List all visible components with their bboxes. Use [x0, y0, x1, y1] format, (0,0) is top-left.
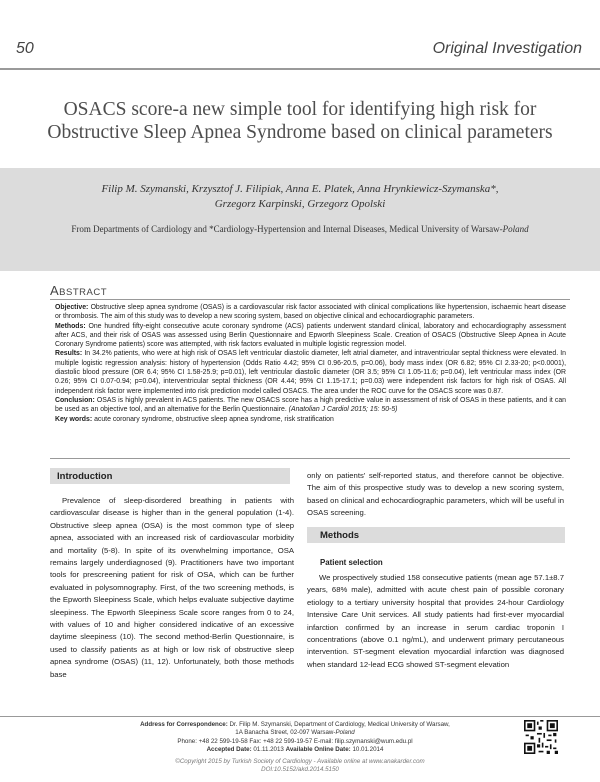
page-number: 50	[16, 40, 34, 57]
section-label: Original Investigation	[432, 40, 582, 57]
online-date: 10.01.2014	[350, 745, 384, 753]
abstract-objective	[55, 303, 566, 322]
objective-text: Obstructive sleep apnea syndrome (OSAS) is a cardiovascular risk factor associated with clinical complications like hypertension, ischaemic heart disease or thrombosis. The aim of this study was to develop a new scoring system, based on objective clinical and echocardiographic parameters.	[55, 304, 566, 321]
article-title: OSACS score-a new simple tool for identifying high risk for Obstructive Sleep Apnea Syndrome based on clinical parameters	[47, 99, 553, 143]
methods-heading: Methods	[320, 530, 360, 541]
right-column-continuation	[307, 470, 564, 520]
affiliation-text: From Departments of Cardiology and *Cardiology-Hypertension and Internal Diseases, Medical University of Warsaw-	[71, 224, 503, 234]
address-country: Poland	[335, 729, 355, 737]
conclusion-label: Conclusion:	[55, 396, 95, 404]
results-text: In 34.2% patients, who were at high risk of OSAS left ventricular diastolic diameter, left atrial diameter, and intraventricular septal thickness were elevated. In multiple logistic regression analysis: history of hypertension (Odds Ratio 4.42; 95% CI 0.96-20.5, p=0.06), body mass index (OR 6.82; 95% CI 2.33-20; p<0.0001), diastolic blood pressure (OR 6.4; 95% CI 1.58-25.9; p=0.01), left ventricular diastolic diameter (OR 3.5; 95% CI 1.05-11.6; p=0.04), left ventricular mass index (OR 0.26; 95% CI 0.07-0.94; p=0.04), interventricular septal thickness (OR 4.44; 95% CI 1.15-17.1; p=0.03) were independent risk factors for high risk of OSAS. All independent risk factor were implemented into risk prediction model called OSACS. The area under the ROC curve for the OSACS score was 0.87.	[55, 350, 566, 395]
citation: (Anatolian J Cardiol 2015; 15: 50-5)	[288, 406, 398, 414]
abstract-conclusion	[55, 396, 566, 415]
correspondence-line	[115, 721, 475, 729]
correspondence-text: Dr. Filip M. Szymanski, Department of Cardiology, Medical University of Warsaw,	[227, 721, 450, 728]
abstract-heading: ABSTRACT	[50, 283, 108, 298]
correspondence-block	[115, 721, 475, 754]
introduction-heading: Introduction	[57, 471, 113, 482]
affiliation	[20, 224, 580, 234]
correspondence-label: Address for Correspondence:	[140, 721, 228, 728]
author-list	[30, 182, 570, 212]
keywords-text: acute coronary syndrome, obstructive sleep apnea syndrome, risk stratification	[92, 415, 334, 423]
abstract-bottom-rule	[50, 458, 570, 459]
abstract-rule	[50, 299, 570, 300]
header-rule	[0, 68, 600, 70]
copyright-block	[90, 758, 510, 775]
abstract-results	[55, 349, 566, 395]
abstract-methods	[55, 322, 566, 350]
methods-text: One hundred fifty-eight consecutive acute coronary syndrome (ACS) patients underwent standard clinical, laboratory and echocardiography assessment after ACS, and their risk of OSAS was assessed using Berlin Questionnaire and Epworth Sleepiness Scale. Creation of OSACS (Obstructive Sleep Apnea in Acute Coronary Syndrome patients) score was attempted, with risk factors evaluated in multiple logistic regression model.	[55, 322, 566, 349]
affiliation-country: Poland	[502, 224, 529, 234]
footer-rule	[0, 716, 600, 717]
author-line-2: Grzegorz Karpinski, Grzegorz Opolski	[214, 198, 386, 210]
introduction-text: Prevalence of sleep-disordered breathing in patients with cardiovascular disease is higher than in the general population (1-4). Obstructive sleep apnea (OSA) is the most common type of sleep apnea, associated with an increased risk of cardiovascular morbidity and mortality (5-8). In spite of its overwhelming importance, OSA remains largely underdiagnosed (9). Practitioners have two important tools for prescreening patient for risk of OSA, which can be further evaluated in polysomnography. First, of the two screening methods, is the Epworth Sleepiness Scale, which helps evaluate subjective daytime sleepiness. The Epworth Sleepiness Scale score ranges from 0 to 24, with values of 10 and higher considered indicative of an excessive daytime sleepiness (10). The second method-Berlin Questionnaire, is used to classify patients as at high or low risk of obstructive sleep apnea syndrome (OSAS) (11, 12). Unfortunately, both those methods base	[50, 496, 294, 679]
objective-label: Objective:	[55, 304, 89, 311]
keywords-label: Key words:	[55, 415, 93, 423]
dates-line	[115, 746, 475, 754]
qr-code-icon[interactable]	[524, 720, 558, 754]
contact-line: Phone: +48 22 599-19-58 Fax: +48 22 599-19-57 E-mail: filip.szymanski@wum.edu.pl	[177, 737, 413, 745]
address-line	[115, 729, 475, 737]
address-text: 1A Banacha Street, 02-097 Warsaw-	[235, 729, 336, 737]
accepted-date: 01.11.2013	[251, 745, 284, 753]
online-label: Available Online Date:	[285, 745, 351, 753]
results-label: Results:	[55, 350, 83, 358]
methods-label: Methods:	[55, 322, 86, 330]
abstract-keywords	[55, 415, 566, 424]
accepted-label: Accepted Date:	[206, 745, 252, 753]
copyright-line: ©Copyright 2015 by Turkish Society of Cardiology - Available online at www.anakarder.com	[175, 758, 425, 765]
author-line-1: Filip M. Szymanski, Krzysztof J. Filipiak, Anna E. Platek, Anna Hrynkiewicz-Szymanska*,	[101, 183, 499, 195]
doi-line: DOI:10.5152/akd.2014.5150	[261, 766, 339, 774]
patient-selection-subheading: Patient selection	[320, 558, 383, 567]
abstract-body	[55, 303, 566, 424]
continuation-text: only on patients’ self-reported status, and therefore cannot be objective. The aim of this prospective study was to develop a new scoring system, based on clinical and echocardiographic parameters, which will be useful in OSAS screening.	[307, 471, 564, 518]
patient-selection-text: We prospectively studied 158 consecutive patients (mean age 57.1±8.7 years, 68% male), admitted with acute chest pain of possible coronary etiology to a tertiary university hospital that provides 24-hour Cardiology Intensive Care Unit services. All study patients had first-ever myocardial infarction confirmed by an increase in serum cardiac troponin I concentrations (above 0.1 ng/mL), and underwent primary percutaneous intervention. ST-segment elevation myocardial infarction was diagnosed when standard 12-lead ECG showed ST-segment elevation	[307, 573, 564, 669]
conclusion-text: OSAS is highly prevalent in ACS patients. The new OSACS score has a high predictive value in assessment of risk of OSAS in these patients, and it can be used as an objective tool, and an alternative for the Berlin Questionnaire.	[55, 396, 566, 414]
abstract-heading-rest: BSTRACT	[59, 287, 108, 298]
